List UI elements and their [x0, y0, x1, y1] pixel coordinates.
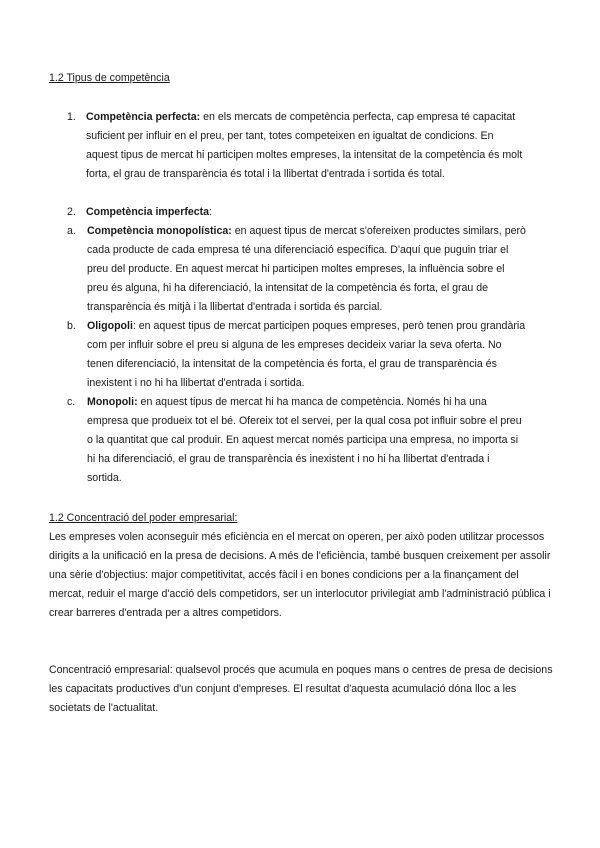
list-marker: 1.	[67, 111, 76, 123]
definition-text: en aquest tipus de mercat s'ofereixen productes similars, però cada producte de cada empresa té una diferenciació específica. D'aquí que puguin triar el preu del producte. En aquest mercat hi participen moltes empreses, la influència sobre el preu és alguna, hi ha diferenciació, la intensitat de la competència és forta, el grau de transparència és mitjà i la llibertat d'entrada i sortida és parcial.	[87, 225, 526, 313]
list-item-monopolistic-competition	[67, 222, 527, 317]
list-marker: b.	[67, 320, 76, 332]
definition-text: en els mercats de competència perfecta, cap empresa té capacitat suficient per influir en el preu, per tant, totes competeixen en igualtat de condicions. En aquest tipus de mercat hi participen moltes empreses, la intensitat de la competència és molt forta, el grau de transparència és total i la llibertat d'entrada i sortida és total.	[86, 111, 523, 180]
term-oligopoly: Oligopoli	[87, 320, 133, 332]
list-item-monopoly	[67, 393, 527, 488]
definition-text: :	[209, 206, 212, 218]
definition-text: : en aquest tipus de mercat participen poques empreses, però tenen prou grandària com per influir sobre el preu si alguna de les empreses decideix variar la seva oferta. No tenen diferenciació, la intensitat de la competència és forta, el grau de transparència és inexistent i no hi ha llibertat d'entrada i sortida.	[87, 320, 526, 389]
term-imperfect-competition: Competència imperfecta	[86, 206, 210, 218]
section-heading-business-concentration: 1.2 Concentració del poder empresarial:	[49, 512, 238, 524]
definition-text: en aquest tipus de mercat hi ha manca de competència. Només hi ha una empresa que produeix tot el bé. Ofereix tot el servei, per la qual cosa pot influir sobre el preu o la quantitat que cal produir. En aquest mercat només participa una empresa, no importa si hi ha diferenciació, el grau de transparència és inexistent i no hi ha llibertat d'entrada i sortida.	[87, 396, 522, 484]
list-marker: a.	[67, 225, 76, 237]
list-item-perfect-competition	[67, 108, 527, 184]
list-item-body	[87, 393, 527, 488]
list-item-body	[86, 108, 527, 184]
list-marker: c.	[67, 396, 76, 408]
list-item-imperfect-competition	[67, 203, 527, 222]
paragraph-efficiency: Les empreses volen aconseguir més eficiència en el mercat on operen, per això poden utilitzar processos dirigits a la unificació en la presa de decisions. A més de l'eficiència, també busquen creixement per assolir una sèrie d'objectius: major competitivitat, accés fàcil i en bones condicions per a la finançament del mercat, reduir el marge d'acció dels competidors, ser un interlocutor privilegiat amb l'administració pública i crear barreres d'entrada per a altres competidors.	[49, 531, 551, 619]
list-item-body	[87, 222, 527, 317]
list-item-oligopoly	[67, 317, 527, 393]
list-marker: 2.	[67, 206, 76, 218]
term-monopoly: Monopoli:	[87, 396, 138, 408]
term-monopolistic-competition: Competència monopolística:	[87, 225, 232, 237]
section-heading-competition-types: 1.2 Tipus de competència	[49, 72, 170, 84]
paragraph-concentration-definition: Concentració empresarial: qualsevol procés que acumula en poques mans o centres de presa de decisions les capacitats productives d'un conjunt d'empreses. El resultat d'aquesta acumulació dóna lloc a les societats de l'actualitat.	[49, 664, 553, 714]
list-item-body	[86, 203, 527, 222]
term-perfect-competition: Competència perfecta:	[86, 111, 201, 123]
list-item-body	[87, 317, 527, 393]
